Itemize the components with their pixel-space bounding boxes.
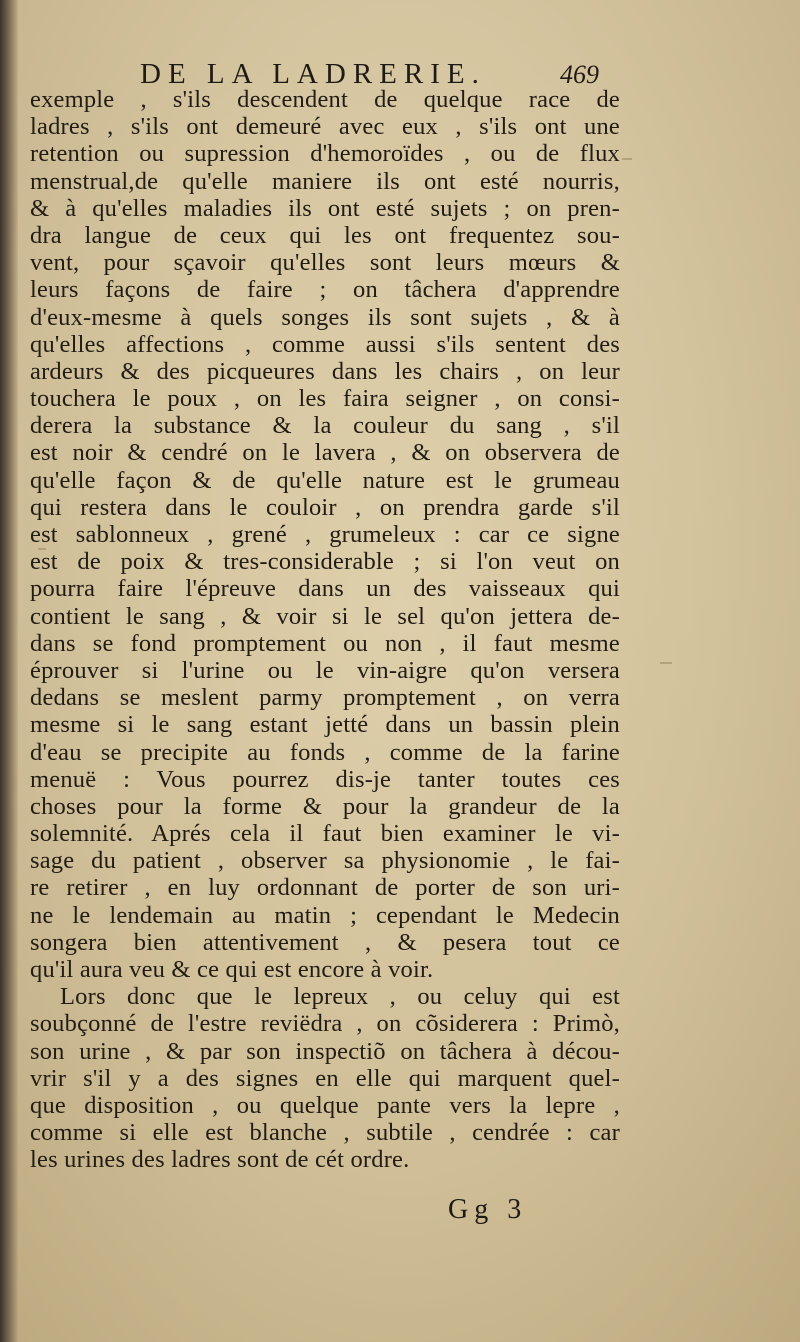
page-binding-edge [0,0,18,1342]
text-line: éprouver si l'urine ou le vin-aigre qu'on versera [30,656,620,684]
text-line: vent, pour sçavoir qu'elles sont leurs mœurs & [30,249,620,277]
page-number: 469 [560,60,599,89]
paragraph-start-line: Lors donc que le lepreux , ou celuy qui est [60,983,620,1011]
text-line: d'eau se precipite au fonds , comme de la farine [30,738,620,766]
text-line: que disposition , ou quelque pante vers la lepre , [30,1091,620,1119]
text-line: pourra faire l'épreuve dans un des vaisseaux qui [30,575,620,603]
text-line: d'eux-mesme à quels songes ils sont sujets , & à [30,303,620,331]
text-line: dra langue de ceux qui les ont frequentez sou- [30,221,620,249]
running-title: DE LA LADRERIE. [140,58,486,90]
text-line: ladres , s'ils ont demeuré avec eux , s'ils ont une [30,113,620,141]
text-line: ne le lendemain au matin ; cependant le Medecin [30,901,620,929]
text-line: qu'elle façon & de qu'elle nature est le grumeau [30,466,620,494]
text-line: menuë : Vous pourrez dis-je tanter toutes ces [30,765,620,793]
text-line: choses pour la forme & pour la grandeur de la [30,792,620,820]
paragraph-end-line: les urines des ladres sont de cét ordre. [30,1146,410,1174]
text-line: qui restera dans le couloir , on prendra garde s'il [30,493,620,521]
text-line: son urine , & par son inspectiõ on tâchera à décou- [30,1037,620,1065]
text-line: derera la substance & la couleur du sang , s'il [30,412,620,440]
margin-speck [38,548,46,550]
text-line: mesme si le sang estant jetté dans un bassin plein [30,711,620,739]
text-line: comme si elle est blanche , subtile , cendrée : car [30,1119,620,1147]
text-line: exemple , s'ils descendent de quelque race de [30,86,620,113]
body-text [30,86,620,1174]
signature-mark: Gg 3 [448,1194,528,1225]
text-line: est sablonneux , grené , grumeleux : car ce signe [30,521,620,548]
text-line: ardeurs & des picqueures dans les chairs , on leur [30,357,620,385]
text-line: qu'elles affections , comme aussi s'ils sentent des [30,330,620,358]
text-line: est noir & cendré on le lavera , & on observera de [30,439,620,467]
text-line: re retirer , en luy ordonnant de porter de son uri- [30,874,620,902]
text-line: sage du patient , observer sa physionomie , le fai- [30,847,620,875]
text-line: & à qu'elles maladies ils ont esté sujets ; on pren- [30,194,620,222]
text-line: solemnité. Aprés cela il faut bien examiner le vi- [30,820,620,848]
text-line: contient le sang , & voir si le sel qu'on jettera de- [30,602,620,630]
text-line: touchera le poux , on les faira seigner , on consi- [30,385,620,413]
paragraph-end-line: qu'il aura veu & ce qui est encore à voir. [30,956,434,983]
text-line: est de poix & tres-considerable ; si l'on veut on [30,548,620,576]
text-line: leurs façons de faire ; on tâchera d'apprendre [30,276,620,304]
text-line: menstrual,de qu'elle maniere ils ont esté nourris, [30,167,620,195]
text-line: vrir s'il y a des signes en elle qui marquent quel- [30,1064,620,1092]
text-line: dedans se meslent parmy promptement , on verra [30,684,620,712]
margin-speck [660,662,672,664]
text-line: dans se fond promptement ou non , il faut mesme [30,629,620,657]
text-line: soubçonné de l'estre reviëdra , on cõsiderera : Primò, [30,1010,620,1038]
margin-speck [622,158,632,160]
text-line: retention ou supression d'hemoroïdes , ou de flux [30,140,620,168]
text-line: songera bien attentivement , & pesera tout ce [30,928,620,956]
